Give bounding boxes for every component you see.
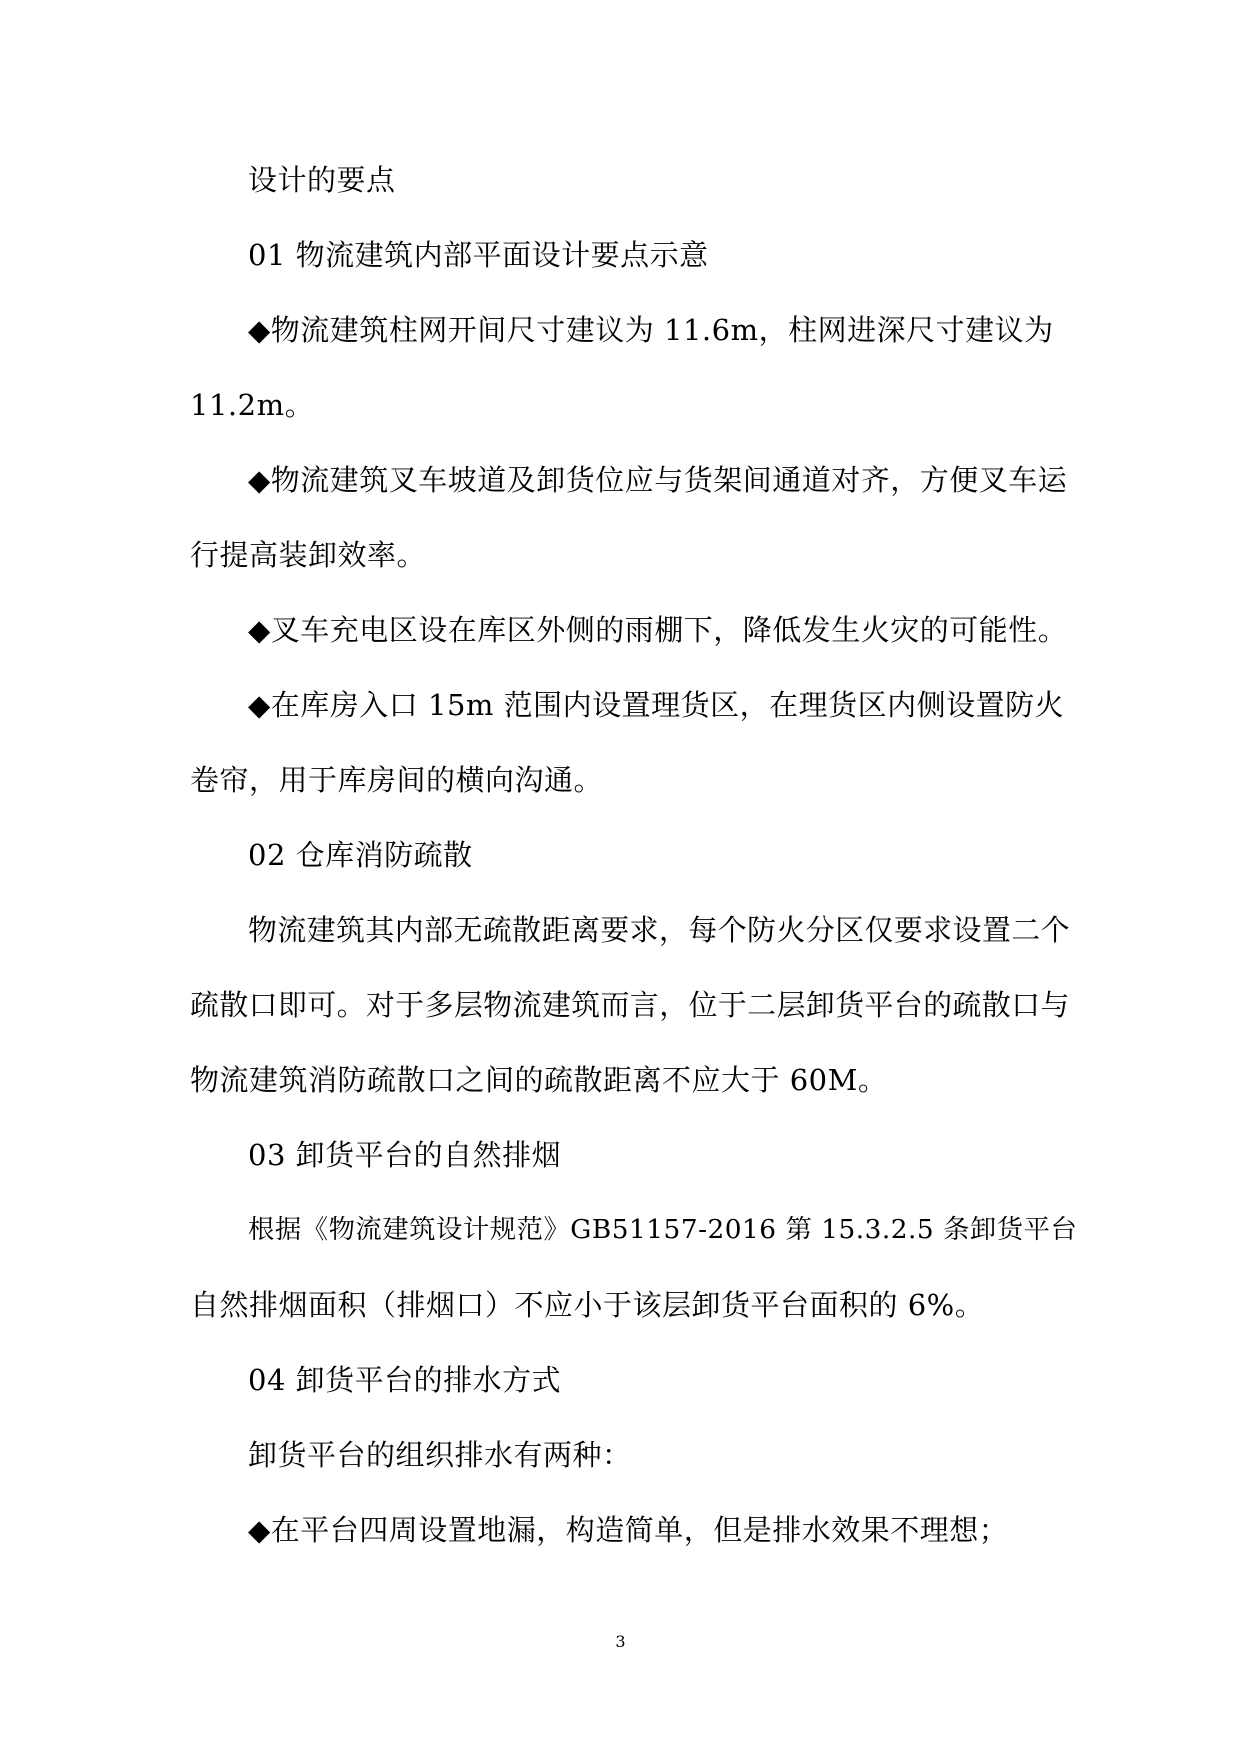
text-line: ◆物流建筑柱网开间尺寸建议为 11.6m，柱网进深尺寸建议为 — [248, 313, 1054, 347]
text-line: 03 卸货平台的自然排烟 — [248, 1138, 562, 1172]
paragraph — [190, 143, 1070, 218]
paragraph — [190, 818, 1070, 893]
text-line: 根据《物流建筑设计规范》GB51157-2016 第 15.3.2.5 条卸货平台 — [248, 1215, 1078, 1245]
paragraph — [190, 593, 1070, 668]
paragraph — [190, 893, 1070, 1118]
paragraph — [190, 218, 1070, 293]
paragraph — [190, 1118, 1070, 1193]
text-line: ◆在平台四周设置地漏，构造简单，但是排水效果不理想； — [248, 1513, 1009, 1547]
text-line: 物流建筑其内部无疏散距离要求，每个防火分区仅要求设置二个 — [248, 913, 1071, 947]
paragraph — [190, 1493, 1070, 1568]
text-line: 行提高装卸效率。 — [190, 538, 427, 572]
text-line: 设计的要点 — [248, 163, 396, 197]
paragraph — [190, 293, 1070, 443]
paragraph — [190, 443, 1070, 593]
page-number: 3 — [615, 1632, 626, 1651]
paragraph — [190, 668, 1070, 818]
paragraph — [190, 1193, 1078, 1343]
text-line: ◆物流建筑叉车坡道及卸货位应与货架间通道对齐，方便叉车运 — [248, 463, 1068, 497]
text-line: 物流建筑消防疏散口之间的疏散距离不应大于 60M。 — [190, 1063, 888, 1097]
text-line: 卷帘，用于库房间的横向沟通。 — [190, 763, 604, 797]
text-line: ◆在库房入口 15m 范围内设置理货区，在理货区内侧设置防火 — [248, 688, 1065, 722]
text-line: 11.2m。 — [190, 388, 315, 422]
text-line: 自然排烟面积（排烟口）不应小于该层卸货平台面积的 6%。 — [190, 1288, 985, 1322]
text-line: 02 仓库消防疏散 — [248, 838, 473, 872]
text-line: 04 卸货平台的排水方式 — [248, 1363, 562, 1397]
paragraph — [190, 1418, 1070, 1493]
text-line: 卸货平台的组织排水有两种： — [248, 1438, 632, 1472]
document-body — [190, 143, 1078, 1568]
text-line: 01 物流建筑内部平面设计要点示意 — [248, 238, 709, 272]
text-line: ◆叉车充电区设在库区外侧的雨棚下，降低发生火灾的可能性。 — [248, 613, 1068, 647]
paragraph — [190, 1343, 1070, 1418]
text-line: 疏散口即可。对于多层物流建筑而言，位于二层卸货平台的疏散口与 — [190, 988, 1070, 1022]
